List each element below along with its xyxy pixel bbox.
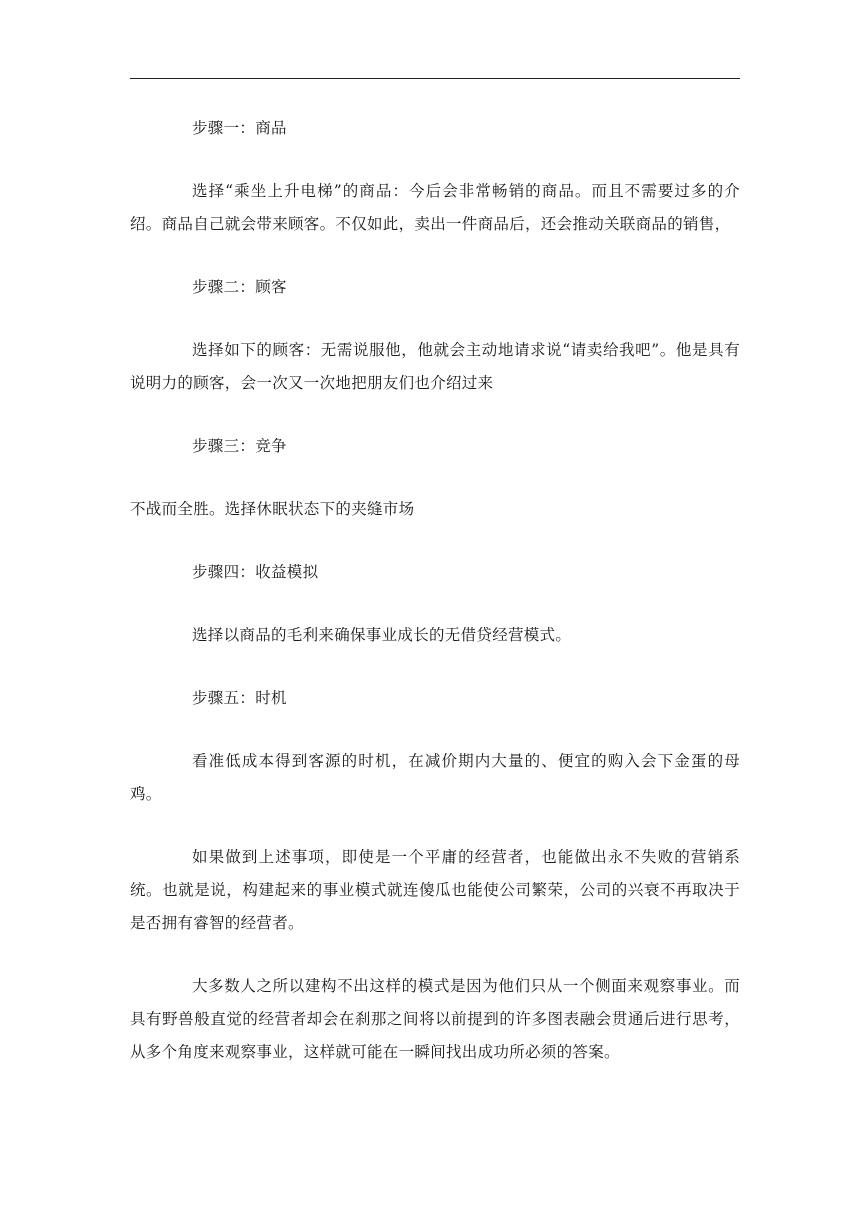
step3-heading: 步骤三：竞争 (192, 437, 287, 455)
step2-paragraph: 选择如下的顾客：无需说服他，他就会主动地请求说“请卖给我吧”。他是具有说明力的顾客，会一次又一次地把朋友们也介绍过来 (130, 341, 740, 392)
header-divider (130, 78, 740, 79)
step1-heading: 步骤一：商品 (192, 119, 287, 137)
document-body (130, 112, 740, 1069)
step4-heading: 步骤四：收益模拟 (192, 563, 319, 581)
step4-paragraph: 选择以商品的毛利来确保事业成长的无借贷经营模式。 (192, 626, 572, 644)
result-paragraph: 如果做到上述事项，即使是一个平庸的经营者，也能做出永不失败的营销系统。也就是说，构建起来的事业模式就连傻瓜也能使公司繁荣，公司的兴衰不再取决于是否拥有睿智的经营者。 (130, 848, 740, 932)
step2-heading: 步骤二：顾客 (192, 278, 287, 296)
step5-paragraph: 看准低成本得到客源的时机，在减价期内大量的、便宜的购入会下金蛋的母鸡。 (130, 752, 740, 803)
step5-heading: 步骤五：时机 (192, 689, 287, 707)
step3-paragraph: 不战而全胜。选择休眠状态下的夹缝市场 (130, 500, 415, 518)
closing-paragraph: 大多数人之所以建构不出这样的模式是因为他们只从一个侧面来观察事业。而具有野兽般直觉的经营者却会在刹那之间将以前提到的许多图表融会贯通后进行思考，从多个角度来观察事业，这样就可能在一瞬间找出成功所必须的答案。 (130, 977, 740, 1061)
step1-paragraph: 选择“乘坐上升电梯”的商品：今后会非常畅销的商品。而且不需要过多的介绍。商品自己就会带来顾客。不仅如此，卖出一件商品后，还会推动关联商品的销售， (130, 182, 740, 233)
